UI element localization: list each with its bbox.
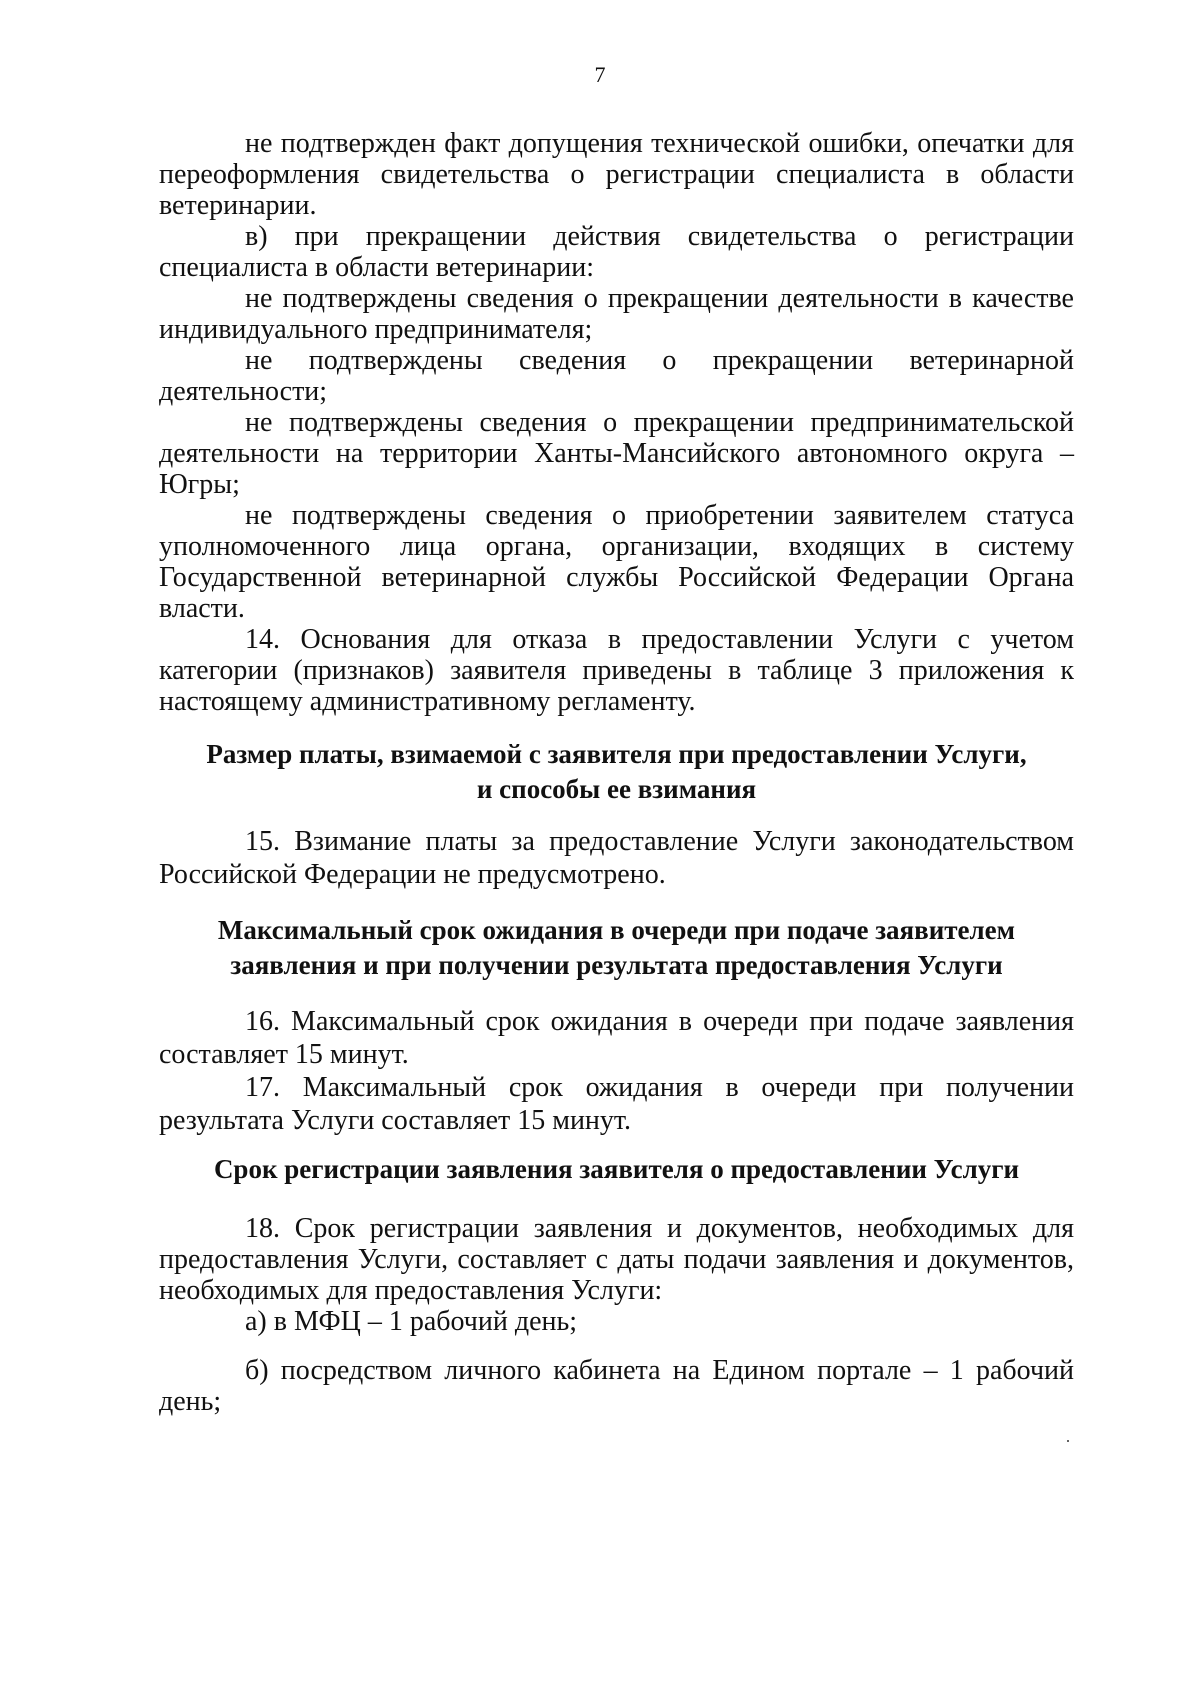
refusal-grounds-block xyxy=(159,128,1074,717)
paragraph: не подтвержден факт допущения технической ошибки, опечатки для переоформления свидетельства о регистрации специалиста в области ветеринарии. xyxy=(159,128,1074,221)
items-16-17-block xyxy=(159,1005,1074,1137)
paragraph-18b: б) посредством личного кабинета на Едином портале – 1 рабочий день; xyxy=(159,1355,1074,1417)
paragraph-18a: а) в МФЦ – 1 рабочий день; xyxy=(245,1306,578,1337)
paragraph-16: 16. Максимальный срок ожидания в очереди при подаче заявления составляет 15 минут. xyxy=(159,1006,1074,1070)
section-heading-queue xyxy=(159,913,1074,983)
section-heading-payment xyxy=(159,737,1074,807)
heading-line: Срок регистрации заявления заявителя о предоставлении Услуги xyxy=(213,1154,1020,1184)
paragraph-17: 17. Максимальный срок ожидания в очереди при получении результата Услуги составляет 15 минут. xyxy=(159,1072,1074,1136)
paragraph-15: 15. Взимание платы за предоставление Услуги законодательством Российской Федерации не предусмотрено. xyxy=(159,826,1074,890)
heading-line: Размер платы, взимаемой с заявителя при предоставлении Услуги, xyxy=(206,739,1027,769)
heading-line: Максимальный срок ожидания в очереди при подаче заявителем xyxy=(217,915,1016,945)
paragraph: не подтверждены сведения о прекращении ветеринарной деятельности; xyxy=(159,345,1074,407)
paragraph: не подтверждены сведения о прекращении предпринимательской деятельности на территории Ханты-Мансийского автономного округа – Югры; xyxy=(159,407,1074,500)
item-15-block xyxy=(159,825,1074,891)
paragraph-14: 14. Основания для отказа в предоставлении Услуги с учетом категории (признаков) заявителя приведены в таблице 3 приложения к настоящему административному регламенту. xyxy=(159,624,1074,717)
paragraph: в) при прекращении действия свидетельства о регистрации специалиста в области ветеринарии: xyxy=(159,221,1074,283)
heading-line: заявления и при получении результата предоставления Услуги xyxy=(230,950,1003,980)
heading-line: и способы ее взимания xyxy=(476,774,757,804)
paragraph: не подтверждены сведения о приобретении заявителем статуса уполномоченного лица органа, организации, входящих в систему Государственной ветеринарной службы Российской Федерации Органа власти. xyxy=(159,500,1074,624)
paragraph-18: 18. Срок регистрации заявления и документов, необходимых для предоставления Услуги, составляет с даты подачи заявления и документов, необходимых для предоставления Услуги: xyxy=(159,1213,1074,1306)
section-heading-registration xyxy=(159,1152,1074,1187)
paragraph: не подтверждены сведения о прекращении деятельности в качестве индивидуального предпринимателя; xyxy=(159,283,1074,345)
item-18-block xyxy=(159,1213,1074,1417)
page-number: 7 xyxy=(594,62,606,87)
scan-artifact xyxy=(1067,1440,1069,1442)
